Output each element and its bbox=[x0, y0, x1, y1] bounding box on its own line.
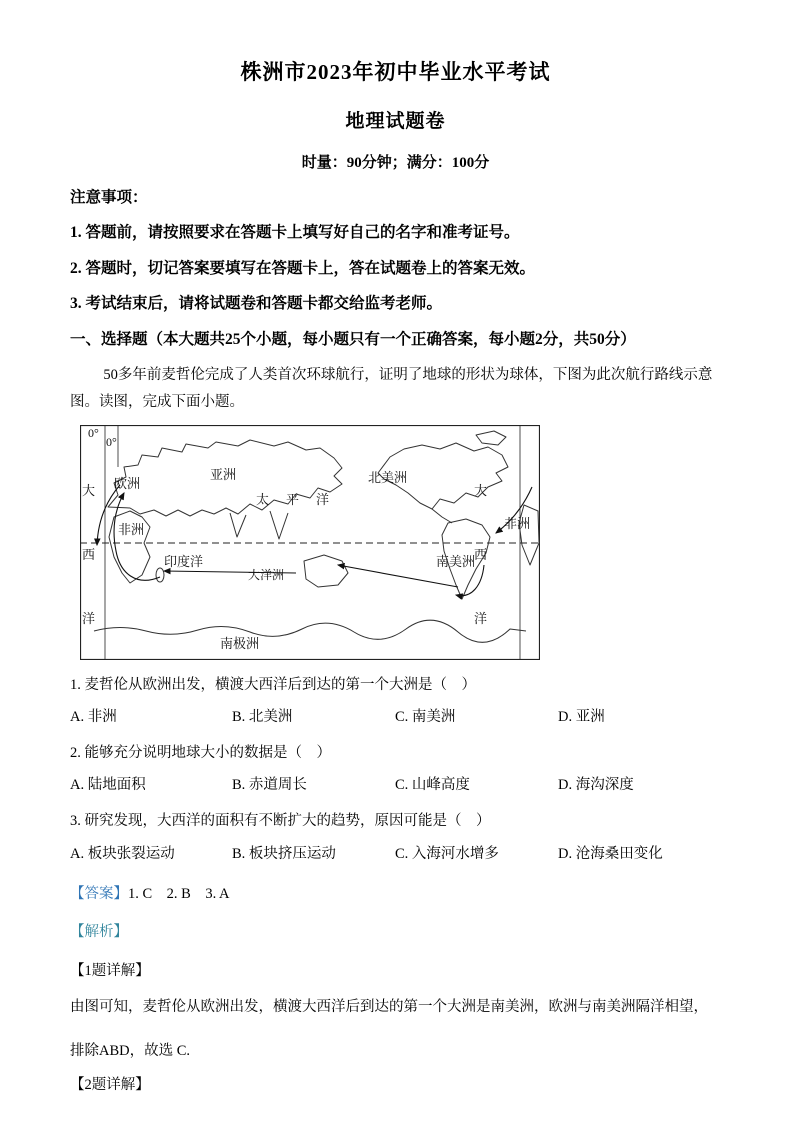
map-label-north-america: 北美洲 bbox=[368, 469, 408, 485]
detail-1-text: 由图可知，麦哲伦从欧洲出发，横渡大西洋后到达的第一个大洲是南美洲，欧洲与南美洲隔洋相望，排除ABD，故选 C. bbox=[70, 999, 708, 1060]
map-label-indian-ocean: 印度洋 bbox=[164, 553, 204, 569]
question-1-option-c: C. 南美洲 bbox=[395, 709, 456, 726]
map-label-meridian-b: 0° bbox=[106, 434, 117, 449]
question-2-stem: 2. 能够充分说明地球大小的数据是（ ） bbox=[70, 744, 331, 761]
map-label-africa-left: 非洲 bbox=[118, 521, 145, 537]
map-label-oceania: 大洋洲 bbox=[248, 567, 285, 582]
answers-values: 1. C 2. B 3. A bbox=[128, 886, 230, 903]
map-label-pacific-ocean: 太平洋 bbox=[256, 491, 347, 507]
question-1-option-d: D. 亚洲 bbox=[558, 709, 605, 726]
answers-row bbox=[70, 884, 721, 904]
question-3-option-d: D. 沧海桑田变化 bbox=[558, 845, 663, 862]
question-2-options bbox=[70, 776, 721, 796]
map-label-asia: 亚洲 bbox=[210, 466, 237, 482]
question-1-option-b: B. 北美洲 bbox=[232, 709, 293, 726]
map-label-atlantic-ocean-right: 大西洋 bbox=[473, 482, 487, 626]
exam-title: 株洲市2023年初中毕业水平考试 bbox=[240, 60, 551, 84]
intro-passage: 50多年前麦哲伦完成了人类首次环球航行，证明了地球的形状为球体，下图为此次航行路线示意图。读图，完成下面小题。 bbox=[70, 366, 713, 411]
detail-2-header: 【2题详解】 bbox=[70, 1077, 150, 1094]
question-2 bbox=[70, 744, 721, 796]
time-score-line: 时量：90分钟；满分：100分 bbox=[301, 155, 490, 171]
question-1-options bbox=[70, 708, 721, 728]
map-label-atlantic-ocean-left: 大西洋 bbox=[81, 482, 95, 626]
question-1-stem: 1. 麦哲伦从欧洲出发，横渡大西洋后到达的第一个大洲是（ ） bbox=[70, 676, 476, 693]
map-label-africa-right: 非洲 bbox=[504, 515, 531, 531]
world-map-drawing bbox=[80, 425, 540, 660]
question-2-option-a: A. 陆地面积 bbox=[70, 777, 146, 794]
map-frame-and-gridlines bbox=[80, 425, 540, 660]
map-label-antarctica: 南极洲 bbox=[220, 635, 260, 651]
question-3-options bbox=[70, 845, 721, 865]
notice-item-1: 1. 答题前，请按照要求在答题卡上填写好自己的名字和准考证号。 bbox=[70, 224, 520, 242]
map-label-south-america: 南美洲 bbox=[436, 553, 476, 569]
map-label-europe: 欧洲 bbox=[114, 475, 141, 491]
voyage-route-map-figure bbox=[80, 425, 540, 660]
section-header: 一、选择题（本大题共25个小题，每小题只有一个正确答案，每小题2分，共50分） bbox=[70, 330, 636, 348]
question-3-option-a: A. 板块张裂运动 bbox=[70, 845, 175, 862]
question-2-option-c: C. 山峰高度 bbox=[395, 777, 470, 794]
question-1 bbox=[70, 676, 721, 728]
answers-label: 【答案】 bbox=[70, 886, 128, 903]
question-1-option-a: A. 非洲 bbox=[70, 709, 117, 726]
notice-item-3: 3. 考试结束后，请将试题卷和答题卡都交给监考老师。 bbox=[70, 295, 443, 313]
map-label-meridian-a: 0° bbox=[88, 425, 99, 440]
question-2-option-d: D. 海沟深度 bbox=[558, 777, 634, 794]
detail-1-header: 【1题详解】 bbox=[70, 962, 150, 979]
question-3-stem: 3. 研究发现，大西洋的面积有不断扩大的趋势，原因可能是（ ） bbox=[70, 812, 491, 829]
notice-item-2: 2. 答题时，切记答案要填写在答题卡上，答在试题卷上的答案无效。 bbox=[70, 259, 536, 277]
question-2-option-b: B. 赤道周长 bbox=[232, 777, 307, 794]
analysis-label: 【解析】 bbox=[70, 924, 128, 941]
question-3-option-b: B. 板块挤压运动 bbox=[232, 845, 336, 862]
question-3 bbox=[70, 812, 721, 864]
notices-header: 注意事项： bbox=[70, 189, 148, 206]
exam-subtitle: 地理试题卷 bbox=[345, 111, 446, 132]
question-3-option-c: C. 入海河水增多 bbox=[395, 845, 499, 862]
